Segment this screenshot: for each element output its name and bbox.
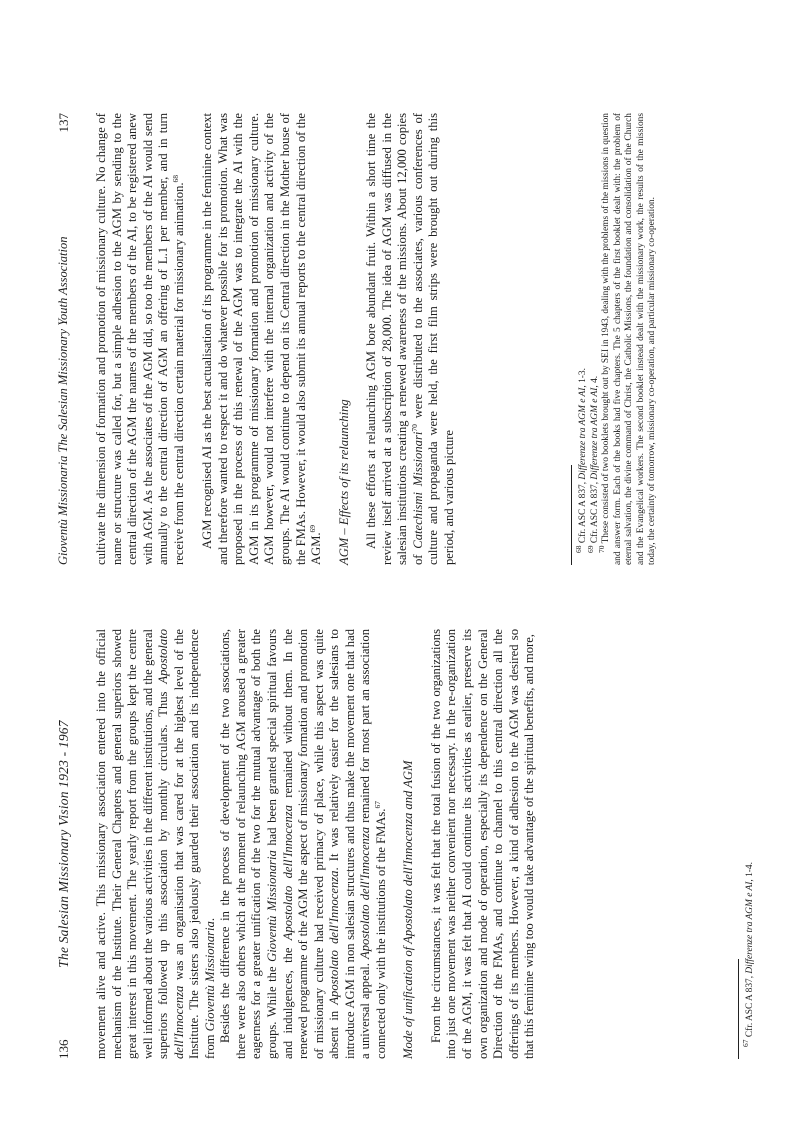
paragraph: From the circumstances, it was felt that the total fusion of the two organizations into just one movement was neither convenient nor necessary. In the re-organization of the AGM, it was felt that AI could continue its activities as earlier, preserve its own organization and mode of operation, especially its dependence on the General Direction of the FMAs, and continue to channel to this central direction all the offerings of its members. However, a kind of adhesion to the AGM was desired so that this feminine wing too would take advantage of the spiritual benefits, and more, (428, 629, 537, 1059)
running-title: Gioventù Missionaria The Salesian Missionary Youth Association (56, 236, 70, 565)
footnote: $^{67}$ Cfr. ASC A 837, Differenze tra AGM e AI, 1-4. (740, 862, 755, 1047)
left-page (56, 629, 756, 1059)
paragraph: Besides the difference in the process of development of the two associations, there were also others which at the moment of relaunching AGM aroused a greater eagerness for a greater unification of the two for the mutual advantage of both the groups. While the Gioventù Missionaria had been granted special spiritual favours and indulgences, the Apostolato dell'Innocenza remained without them. In the renewed programme of the AGM the aspect of missionary formation and promotion of missionary culture had received primacy of place, while this aspect was quite absent in Apostolato dell'Innocenza. It was relatively easier for the salesians to introduce AGM in non salesian structures and thus make the movement one that had a universal appeal. Apostolato dell'Innocenza remained for most part an association connected only with the institutions of the FMAs.$^{67}$ (218, 629, 388, 1059)
paragraph: movement alive and active. This missionary association entered into the official mechanism of the Institute. Their General Chapters and general superiors showed great interest in this movement. The yearly report from the groups kept the centre well informed about the various activities in the different institutions, and the general superiors followed up this association by monthly circulars. Thus Apostolato dell'Innocenza was an organisation that was cared for at the highest level of the Institute. The sisters also jealously guarded their association and its independence from Gioventù Missionaria. (94, 629, 217, 1059)
footnotes-right (571, 113, 659, 565)
footnote-rule (738, 959, 739, 1059)
footnote: $^{70}$ These consisted of two booklets brought out by SEI in 1943, dealing with the problems of the missions in question and answer form. Each of the books had five chapters. The 5 chapters of the first booklet dealt with: the problem of eternal salvation, the divine command of Christ, the Catholic Missions, the foundation and consolidation of the Church and the Evangelical workers. The second booklet instead dealt with the missionary work, the results of the missions today, the certainty of tomorrow, missionary co-operation, and particular missionary co-operation. (596, 113, 657, 565)
body-text-right (94, 113, 457, 565)
paragraph: AGM recognised AI as the best actualisation of its programme in the feminine context and therefore wanted to respect it and do whatever possible for its promotion. What was proposed in the process of this renewal of the AGM was to integrate the AI with the AGM in its programme of missionary formation and promotion of missionary culture. AGM however, would not interfere with the internal organization and activity of the groups. The AI would continue to depend on its Central direction in the Mother house of the FMAs. However, it would also submit its annual reports to the central direction of the AGM.$^{69}$ (200, 113, 324, 565)
footnote-rule (571, 465, 572, 565)
paragraph: cultivate the dimension of formation and promotion of missionary culture. No change of name or structure was called for, but a simple adhesion to the AGM by sending to the central direction of the AGM the names of the members of the AI, to be registered anew with AGM. As the associates of the AGM did, so too the members of the AI would send annually to the central direction of AGM an offering of L.1 per member, and in turn receive from the central direction certain material for missionary animation.$^{68}$ (94, 113, 186, 565)
footnotes-left (738, 629, 757, 1059)
page-number: 136 (56, 1039, 71, 1059)
footnote-ref[interactable]: 70 (409, 424, 419, 432)
section-heading: Mode of unification of Apostolato dell'Innocenza and AGM (401, 760, 416, 1059)
running-title: The Salesian Missionary Vision 1923 - 1967 (56, 720, 71, 968)
right-page (56, 113, 756, 565)
footnote: $^{69}$ Cfr. ASC A 837, Differenze tra AGM e AI, 4. (585, 375, 600, 553)
footnote: $^{68}$ Cfr. ASC A 837, Differenze tra AGM e AI, 1-3. (573, 368, 588, 553)
paragraph: All these efforts at relaunching AGM bore abundant fruit. Within a short time the review itself arrived at a subscription of 28,000. The idea of AGM was diffused in the salesian institutions creating a renewed awareness of the missions. About 12,000 copies of Catechismi Missionari$^{70}$ were distributed to the associates, various conferences of culture and propaganda were held, the first film strips were brought out during this period, and various picture (364, 113, 456, 565)
running-head-right (56, 113, 78, 565)
footnote-ref[interactable]: 68 (170, 174, 180, 183)
footnote-ref[interactable]: 67 (372, 801, 382, 809)
section-heading: AGM – Effects of its relaunching (336, 399, 351, 565)
body-text-left (94, 629, 538, 1059)
footnote-ref[interactable]: 69 (307, 524, 317, 533)
page-number: 137 (56, 113, 71, 133)
running-head-left (56, 629, 78, 1059)
